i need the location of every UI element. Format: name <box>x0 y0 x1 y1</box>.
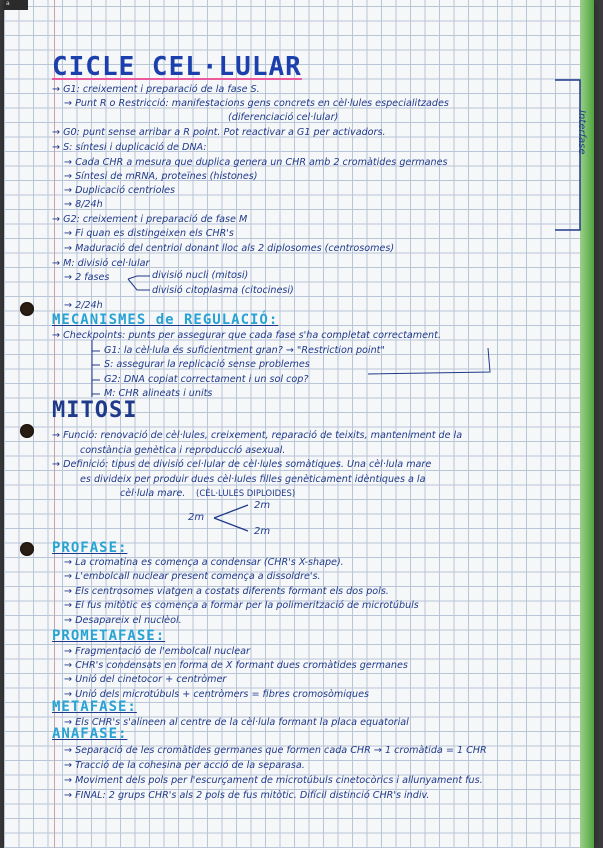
mitosi-definicio-2: es divideix per produir dues cèl·lules filles genèticament idèntiques a la <box>80 474 426 485</box>
m-branch-arrow-2 <box>128 279 150 290</box>
interphase-label: Interfase <box>576 110 587 155</box>
s-line-4: → Duplicació centrioles <box>64 185 176 196</box>
m-line-time: → 2/24h <box>64 300 103 311</box>
checkpoint-g1: G1: la cèl·lula és suficientment gran? → "Restriction point" <box>104 345 385 356</box>
checkpoint-branches <box>92 351 100 394</box>
g2-line-2: → Fi quan es distingeixen els CHR's <box>64 228 234 239</box>
mechanisms-heading: MECANISMES de REGULACIÓ: <box>52 312 279 328</box>
metafase-line-1: → Els CHR's s'alineen al centre de la cèl·lula formant la placa equatorial <box>64 717 409 728</box>
anafase-line-1: → Separació de les cromàtides germanes que formen cada CHR → 1 cromàtida = 1 CHR <box>64 745 487 756</box>
s-line-5: → 8/24h <box>64 199 103 210</box>
diagram-daughter-2m-bottom: 2m <box>254 526 271 537</box>
s-line-2: → Cada CHR a mesura que duplica genera un CHR amb 2 cromàtides germanes <box>64 157 448 168</box>
m-line-head: → M: divisió cel·lular <box>52 258 150 269</box>
checkpoints-intro: → Checkpoints: punts per assegurar que cada fase s'ha completat correctament. <box>52 330 441 341</box>
mitosis-split-arrows <box>214 505 248 531</box>
g1-line-3: (diferenciació cel·lular) <box>228 112 339 123</box>
profase-line-1: → La cromatina es comença a condensar (CHR's X-shape). <box>64 557 344 568</box>
checkpoint-g2: G2: DNA copiat correctament i un sol cop? <box>104 374 309 385</box>
diagram-daughter-2m-top: 2m <box>254 500 271 511</box>
profase-line-3: → Els centrosomes viatgen a costats diferents formant els dos pols. <box>64 586 389 597</box>
m-line-phases: → 2 fases <box>64 272 110 283</box>
anafase-line-2: → Tracció de la cohesina per acció de la separasa. <box>64 760 305 771</box>
profase-line-2: → L'embolcall nuclear present comença a dissoldre's. <box>64 571 321 582</box>
m-branch-2: divisió citoplasma (citocinesi) <box>152 285 294 296</box>
interphase-bracket <box>555 80 580 230</box>
profase-heading: PROFASE: <box>52 540 128 556</box>
mitosi-funcio: → Funció: renovació de cèl·lules, creixement, reparació de teixits, manteniment de la <box>52 430 463 441</box>
checkpoint-m: M: CHR alineats i units <box>104 388 213 399</box>
s-line-3: → Síntesi de mRNA, proteïnes (histones) <box>64 171 258 182</box>
diagram-parent-2m: 2m <box>188 512 205 523</box>
mitosi-diploides: (CÈL·LULES DIPLOIDES) <box>196 489 296 499</box>
prometafase-line-2: → CHR's condensats en forma de X formant dues cromàtides germanes <box>64 660 408 671</box>
mitosi-funcio-2: constància genètica i reproducció asexual. <box>80 445 286 456</box>
profase-line-5: → Desapareix el nuclèol. <box>64 615 182 626</box>
g2-line-1: → G2: creixement i preparació de fase M <box>52 214 248 225</box>
checkpoint-s: S: assegurar la replicació sense problemes <box>104 359 310 370</box>
prometafase-heading: PROMETAFASE: <box>52 628 166 644</box>
prometafase-line-3: → Unió del cinetocor + centròmer <box>64 674 227 685</box>
g1-line-2: → Punt R o Restricció: manifestacions gens concrets en cèl·lules especialitzades <box>64 98 449 109</box>
prometafase-line-1: → Fragmentació de l'embolcall nuclear <box>64 646 250 657</box>
mitosi-definicio: → Definició: tipus de divisió cel·lular de cèl·lules somàtiques. Una cèl·lula mare <box>52 459 432 470</box>
g1-line-1: → G1: creixement i preparació de la fase S. <box>52 84 260 95</box>
metafase-heading: METAFASE: <box>52 699 137 715</box>
anafase-line-4: → FINAL: 2 grups CHR's als 2 pols de fus mitòtic. Difícil distinció CHR's indiv. <box>64 790 430 801</box>
mitosi-definicio-3: cèl·lula mare. <box>120 488 186 499</box>
mitosi-heading: MITOSI <box>52 398 138 423</box>
anafase-heading: ANAFASE: <box>52 726 128 742</box>
g0-line: → G0: punt sense arribar a R point. Pot reactivar a G1 per activadors. <box>52 127 386 138</box>
anafase-line-3: → Moviment dels pols per l'escurçament de microtúbuls cinetocòrics i allunyament fus. <box>64 775 483 786</box>
page-title: CICLE CEL·LULAR <box>52 52 302 82</box>
profase-line-4: → El fus mitòtic es comença a formar per la polimerització de microtúbuls <box>64 600 419 611</box>
g2-line-3: → Maduració del centriol donant lloc als 2 diplosomes (centrosomes) <box>64 243 395 254</box>
page-corner-tab: a <box>4 0 28 10</box>
s-line-1: → S: síntesi i duplicació de DNA: <box>52 142 207 153</box>
m-branch-1: divisió nucli (mitosi) <box>152 270 249 281</box>
m-branch-arrow-1 <box>128 276 150 279</box>
checkpoint-bracket <box>368 348 490 374</box>
prometafase-line-4: → Unió dels microtúbuls + centròmers = fibres cromosòmiques <box>64 689 369 700</box>
